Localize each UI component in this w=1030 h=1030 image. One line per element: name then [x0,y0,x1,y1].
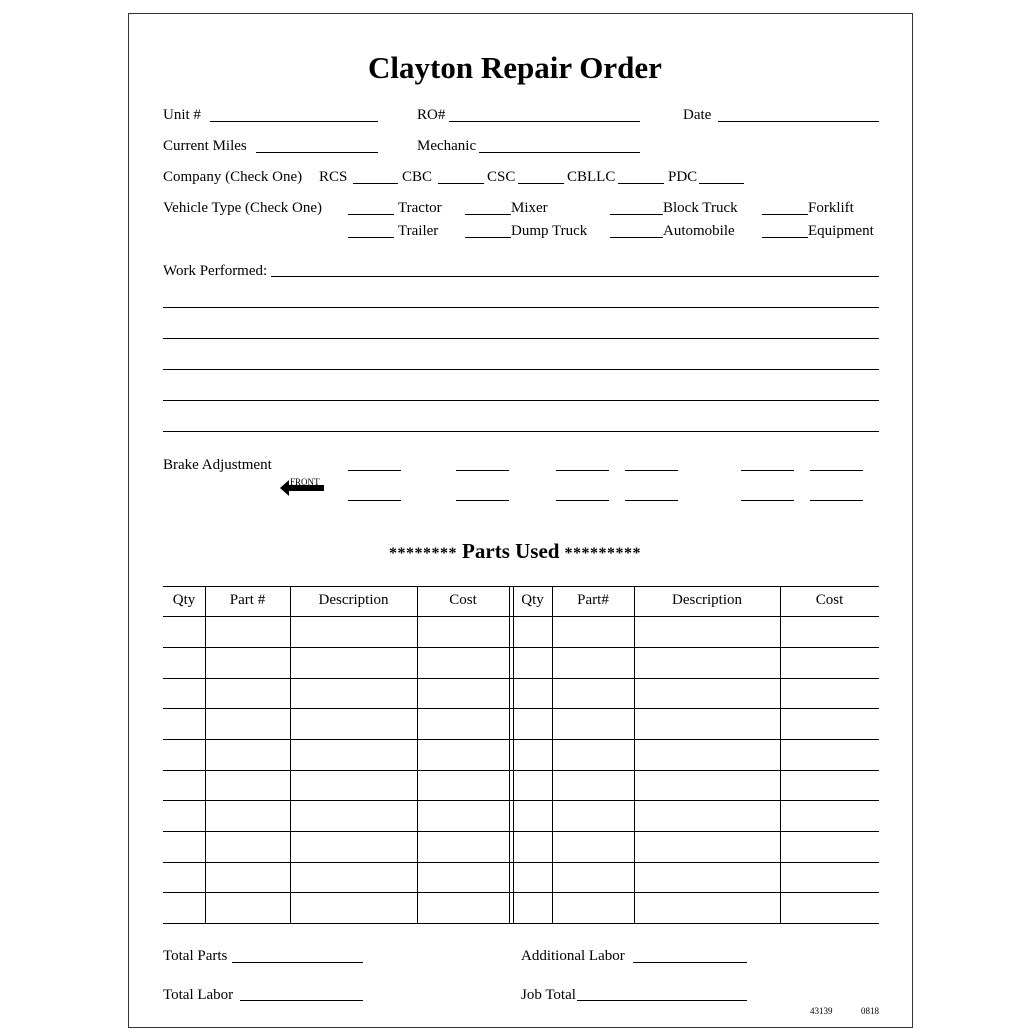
vehicle-block-truck-check[interactable] [610,214,663,215]
brake-axle-4-left-inner[interactable] [625,500,678,501]
unit-field[interactable] [210,121,378,122]
vehicle-option-mixer: Mixer [511,200,548,216]
total-parts-field[interactable] [232,962,363,963]
brake-axle-1-left[interactable] [348,470,401,471]
brake-axle-2-right-inner[interactable] [741,470,794,471]
work-performed-line[interactable] [163,369,879,370]
vehicle-option-dump-truck: Dump Truck [511,223,588,239]
table-rule [163,586,879,587]
brake-axle-4-left-outer[interactable] [556,500,609,501]
column-divider [780,586,781,924]
company-option-pdc: PDC [668,169,698,185]
date-label: Date [683,107,712,123]
column-divider [290,586,291,924]
form-title: Clayton Repair Order [368,50,662,85]
company-option-csc: CSC [487,169,516,185]
work-performed-line[interactable] [163,338,879,339]
column-divider [552,586,553,924]
col-qty-1: Qty [172,592,196,608]
vehicle-tractor-check[interactable] [348,214,394,215]
vehicle-equipment-check[interactable] [762,237,808,238]
company-cbc-check[interactable] [438,183,484,184]
brake-adjustment-label: Brake Adjustment [163,457,272,473]
table-rule [163,678,879,679]
col-part-2: Part# [577,592,609,608]
vehicle-option-tractor: Tractor [398,200,442,216]
brake-axle-4-right-outer[interactable] [810,500,863,501]
stars-right: ********* [564,545,641,562]
job-total-label: Job Total [521,987,576,1003]
total-labor-field[interactable] [240,1000,363,1001]
column-divider [634,586,635,924]
vehicle-option-equipment: Equipment [808,223,874,239]
table-rule [163,800,879,801]
table-rule [163,923,879,924]
ro-label: RO# [417,107,446,123]
company-csc-check[interactable] [518,183,564,184]
vehicle-trailer-check[interactable] [348,237,394,238]
brake-axle-3-left[interactable] [348,500,401,501]
table-rule [163,708,879,709]
company-rcs-check[interactable] [353,183,398,184]
total-parts-label: Total Parts [163,948,228,964]
column-divider [513,586,514,924]
form-number: 43139 [810,1006,833,1016]
parts-used-title: Parts Used [462,539,560,563]
job-total-field[interactable] [577,1000,747,1001]
brake-axle-1-right[interactable] [456,470,509,471]
table-rule [163,831,879,832]
col-description-2: Description [672,592,742,608]
brake-axle-2-right-outer[interactable] [810,470,863,471]
company-pdc-check[interactable] [699,183,744,184]
revision-code: 0818 [861,1006,879,1016]
column-divider [205,586,206,924]
work-performed-line[interactable] [163,431,879,432]
date-field[interactable] [718,121,879,122]
additional-labor-field[interactable] [633,962,747,963]
work-performed-label: Work Performed: [163,263,268,279]
brake-axle-2-left-inner[interactable] [625,470,678,471]
vehicle-forklift-check[interactable] [762,214,808,215]
brake-axle-3-right[interactable] [456,500,509,501]
work-performed-line[interactable] [163,307,879,308]
vehicle-automobile-check[interactable] [610,237,663,238]
vehicle-option-automobile: Automobile [663,223,735,239]
col-description-1: Description [318,592,389,608]
vehicle-mixer-check[interactable] [465,214,511,215]
vehicle-option-trailer: Trailer [398,223,439,239]
unit-label: Unit # [163,107,201,123]
col-part-1: Part # [229,592,266,608]
col-cost-2: Cost [815,592,844,608]
mechanic-field[interactable] [479,152,640,153]
company-option-cbc: CBC [402,169,433,185]
table-rule [163,770,879,771]
table-rule [163,862,879,863]
current-miles-field[interactable] [256,152,378,153]
brake-axle-2-left-outer[interactable] [556,470,609,471]
vehicle-option-block-truck: Block Truck [663,200,738,216]
parts-table[interactable] [163,586,879,924]
total-labor-label: Total Labor [163,987,234,1003]
col-qty-2: Qty [521,592,544,608]
additional-labor-label: Additional Labor [521,948,625,964]
vehicle-option-forklift: Forklift [808,200,854,216]
company-option-rcs: RCS [319,169,348,185]
vehicle-dump-truck-check[interactable] [465,237,511,238]
mechanic-label: Mechanic [417,138,477,154]
company-option-cbllc: CBLLC [567,169,616,185]
col-cost-1: Cost [449,592,477,608]
parts-used-heading [0,539,1030,564]
stars-left: ******** [389,545,458,562]
column-divider [509,586,510,924]
company-cbllc-check[interactable] [618,183,664,184]
table-rule [163,647,879,648]
vehicle-type-label: Vehicle Type (Check One) [163,200,323,216]
table-rule [163,892,879,893]
work-performed-line[interactable] [271,276,879,277]
front-label: FRONT [290,477,320,487]
company-label: Company (Check One) [163,169,303,185]
ro-field[interactable] [449,121,640,122]
brake-axle-4-right-inner[interactable] [741,500,794,501]
current-miles-label: Current Miles [163,138,247,154]
table-rule [163,616,879,617]
column-divider [417,586,418,924]
table-rule [163,739,879,740]
work-performed-line[interactable] [163,400,879,401]
